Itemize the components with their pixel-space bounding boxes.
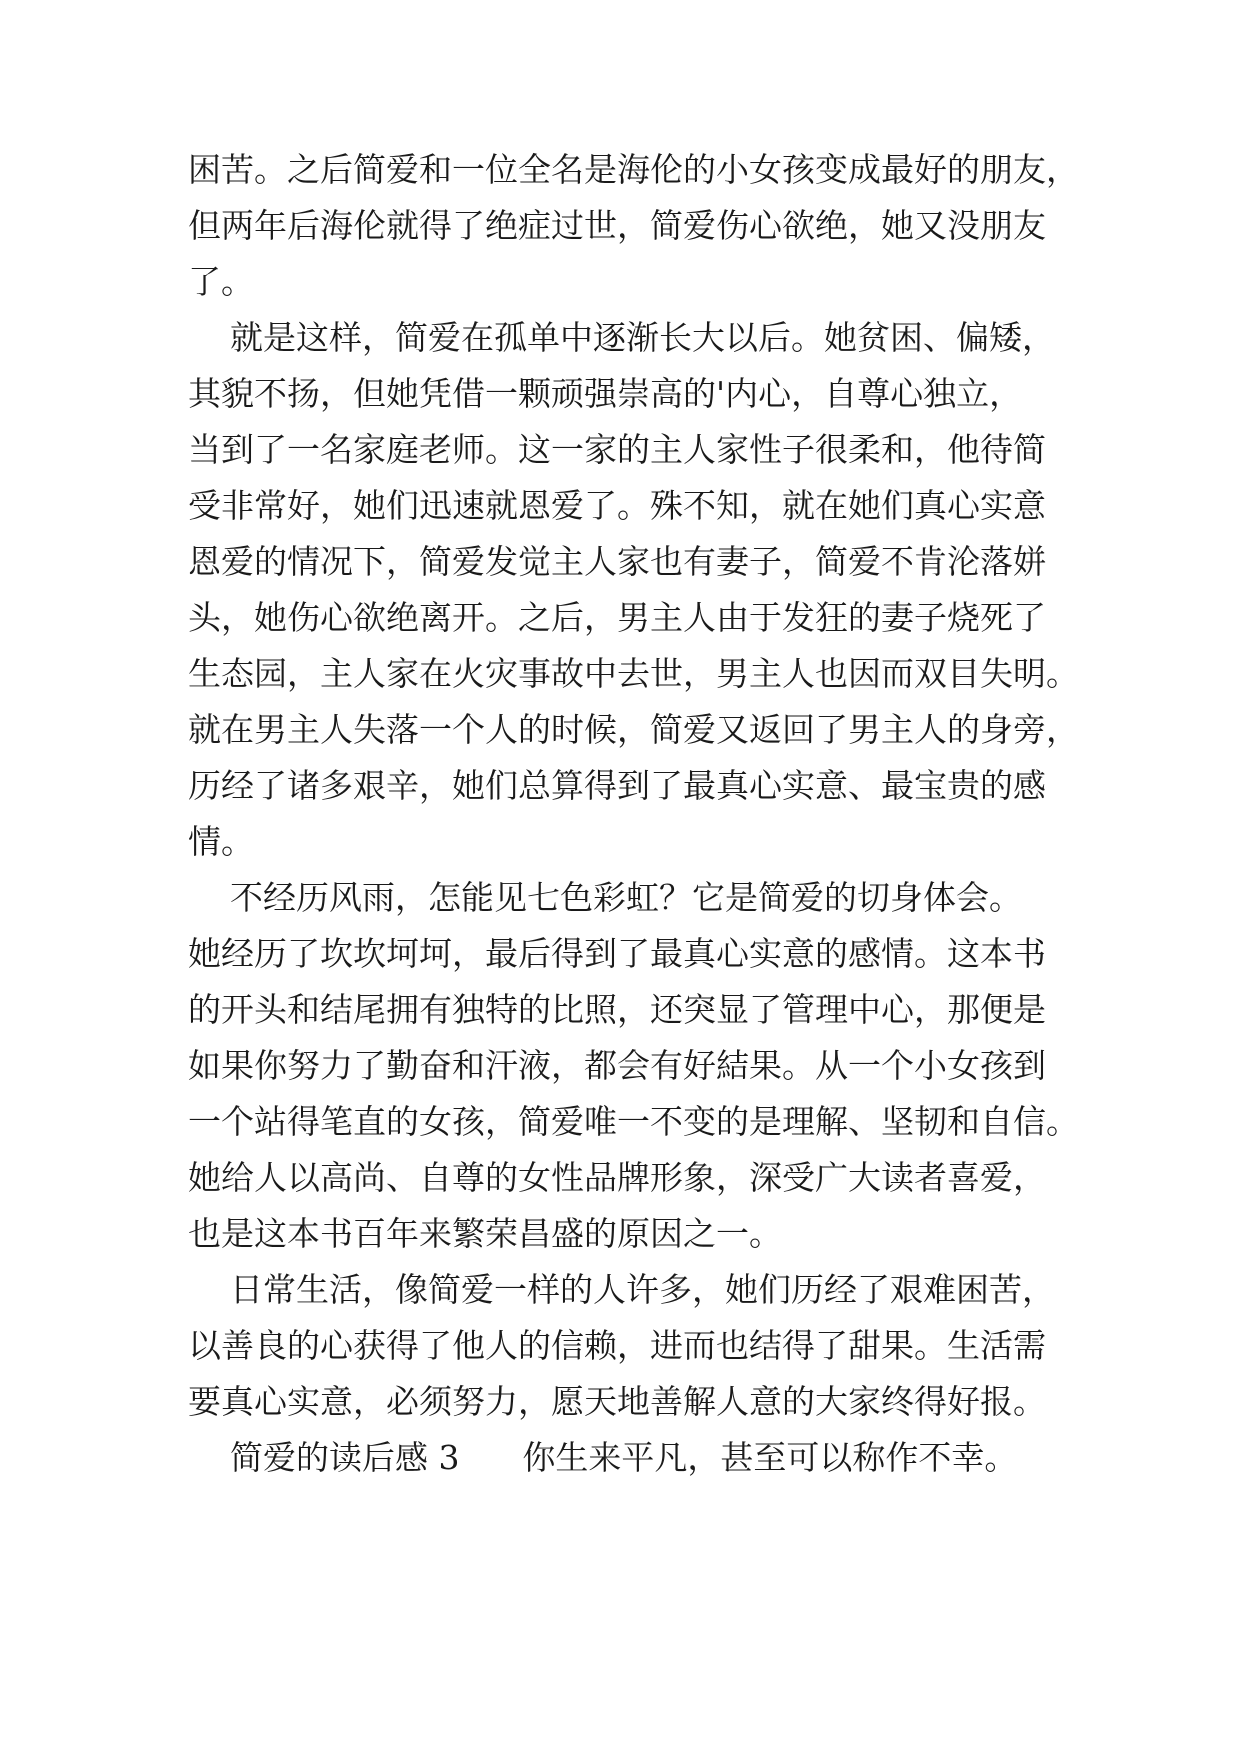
- body-text: [188, 142, 1088, 1486]
- text-line: 日常生活，像简爱一样的人许多，她们历经了艰难困苦，: [188, 1270, 1055, 1309]
- text-line: 头，她伤心欲绝离开。之后，男主人由于发狂的妻子烧死了: [188, 598, 1046, 637]
- text-line: 一个站得笔直的女孩，简爱唯一不变的是理解、坚韧和自信。: [188, 1102, 1079, 1141]
- text-line: 了。: [188, 262, 254, 301]
- text-line: 困苦。之后简爱和一位全名是海伦的小女孩变成最好的朋友，: [188, 150, 1079, 189]
- text-line: 就在男主人失落一个人的时候，简爱又返回了男主人的身旁，: [188, 710, 1079, 749]
- text-line: 恩爱的情况下，简爱发觉主人家也有妻子，简爱不肯沦落姘: [188, 542, 1046, 581]
- text-line: 其貌不扬，但她凭借一颗顽强崇高的'内心，自尊心独立，: [188, 374, 1023, 413]
- text-line: 受非常好，她们迅速就恩爱了。殊不知，就在她们真心实意: [188, 486, 1046, 525]
- text-line: 简爱的读后感 3 你生来平凡，甚至可以称作不幸。: [188, 1438, 1018, 1477]
- text-line: 就是这样，简爱在孤单中逐渐长大以后。她贫困、偏矮，: [188, 318, 1055, 357]
- text-line: 但两年后海伦就得了绝症过世，简爱伤心欲绝，她又没朋友: [188, 206, 1046, 245]
- text-line: 不经历风雨，怎能见七色彩虹？它是简爱的切身体会。: [188, 878, 1022, 917]
- text-line: 如果你努力了勤奋和汗液，都会有好結果。从一个小女孩到: [188, 1046, 1046, 1085]
- text-line: 生态园，主人家在火灾事故中去世，男主人也因而双目失明。: [188, 654, 1079, 693]
- text-line: 她给人以高尚、自尊的女性品牌形象，深受广大读者喜爱，: [188, 1158, 1046, 1197]
- text-line: 当到了一名家庭老师。这一家的主人家性子很柔和，他待简: [188, 430, 1046, 469]
- text-line: 以善良的心获得了他人的信赖，进而也结得了甜果。生活需: [188, 1326, 1046, 1365]
- text-line: 也是这本书百年来繁荣昌盛的原因之一。: [188, 1214, 782, 1253]
- text-line: 情。: [188, 822, 254, 861]
- text-line: 历经了诸多艰辛，她们总算得到了最真心实意、最宝贵的感: [188, 766, 1046, 805]
- text-line: 她经历了坎坎坷坷，最后得到了最真心实意的感情。这本书: [188, 934, 1046, 973]
- text-line: 要真心实意，必须努力，愿天地善解人意的大家终得好报。: [188, 1382, 1046, 1421]
- text-line: 的开头和结尾拥有独特的比照，还突显了管理中心，那便是: [188, 990, 1046, 1029]
